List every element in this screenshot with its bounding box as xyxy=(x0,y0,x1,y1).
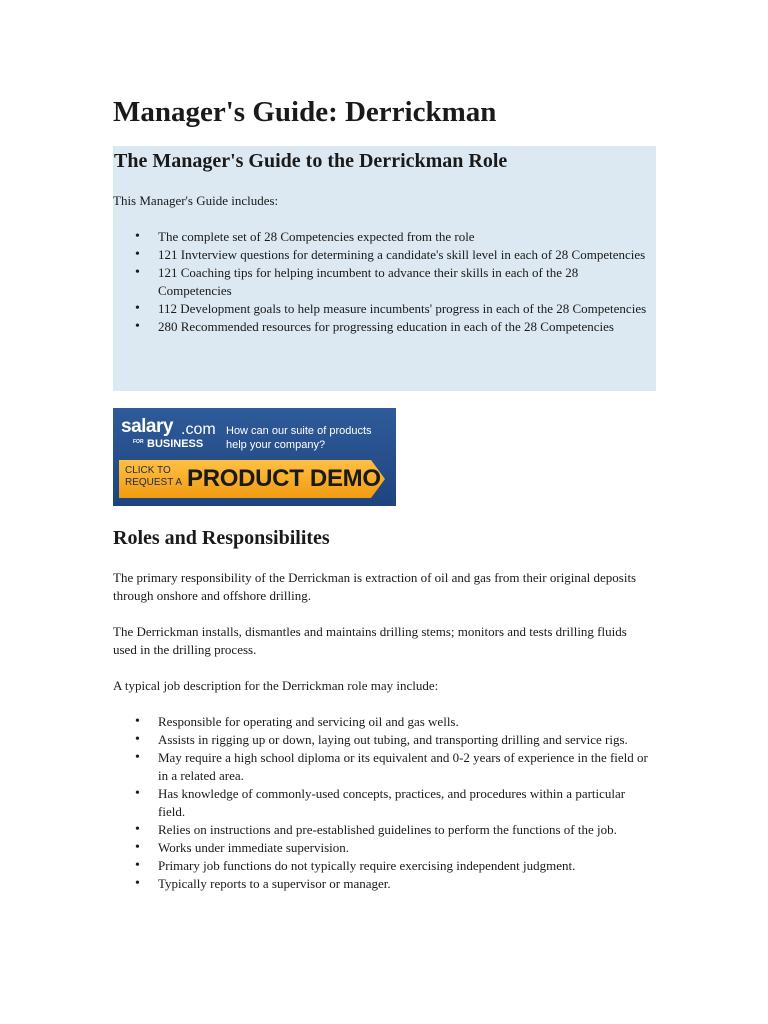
roles-paragraph-duties: The Derrickman installs, dismantles and maintains drilling stems; monitors and tests drilling fluids used in the drilling process. xyxy=(113,624,627,657)
logo-brand-word: salary xyxy=(121,416,173,437)
roles-paragraph-intro: A typical job description for the Derrickman role may include: xyxy=(113,678,439,693)
logo-brand-suffix: .com xyxy=(181,421,216,438)
logo-for-label: FOR xyxy=(133,439,144,445)
list-item: • The complete set of 28 Competencies expected from the role xyxy=(113,228,653,246)
list-item: • 121 Invterview questions for determining a candidate's skill level in each of 28 Competencies xyxy=(113,246,653,264)
salary-com-logo xyxy=(121,416,221,456)
cta-small-text: CLICK TO REQUEST A xyxy=(125,465,183,488)
product-demo-banner[interactable] xyxy=(113,408,396,506)
guide-heading: The Manager's Guide to the Derrickman Role xyxy=(114,150,508,172)
list-item: • 121 Coaching tips for helping incumbent to advance their skills in each of the 28 Competencies xyxy=(113,264,653,300)
list-item: • Responsible for operating and servicing oil and gas wells. xyxy=(113,713,653,731)
responsibilities-list xyxy=(113,713,653,893)
request-demo-button[interactable] xyxy=(119,460,385,498)
guide-includes-list xyxy=(113,228,653,336)
list-item: • Relies on instructions and pre-established guidelines to perform the functions of the job. xyxy=(113,821,653,839)
banner-tagline: How can our suite of products help your company? xyxy=(226,425,372,451)
roles-heading: Roles and Responsibilites xyxy=(113,527,330,549)
list-item: • 112 Development goals to help measure incumbents' progress in each of the 28 Competencies xyxy=(113,300,653,318)
page-title: Manager's Guide: Derrickman xyxy=(113,96,497,128)
guide-summary-box xyxy=(113,146,656,391)
list-item: • Works under immediate supervision. xyxy=(113,839,653,857)
guide-intro: This Manager's Guide includes: xyxy=(113,193,279,208)
list-item: • Primary job functions do not typically require exercising independent judgment. xyxy=(113,857,653,875)
list-item: • Assists in rigging up or down, laying out tubing, and transporting drilling and service rigs. xyxy=(113,731,653,749)
list-item: • Has knowledge of commonly-used concepts, practices, and procedures within a particular field. xyxy=(113,785,653,821)
list-item: • 280 Recommended resources for progressing education in each of the 28 Competencies xyxy=(113,318,653,336)
logo-business-label: BUSINESS xyxy=(147,438,204,450)
roles-paragraph-primary: The primary responsibility of the Derrickman is extraction of oil and gas from their original deposits through onshore and offshore drilling. xyxy=(113,570,637,603)
list-item: • May require a high school diploma or its equivalent and 0-2 years of experience in the field or in a related area. xyxy=(113,749,653,785)
cta-big-text: PRODUCT DEMO xyxy=(187,465,381,492)
list-item: • Typically reports to a supervisor or manager. xyxy=(113,875,653,893)
